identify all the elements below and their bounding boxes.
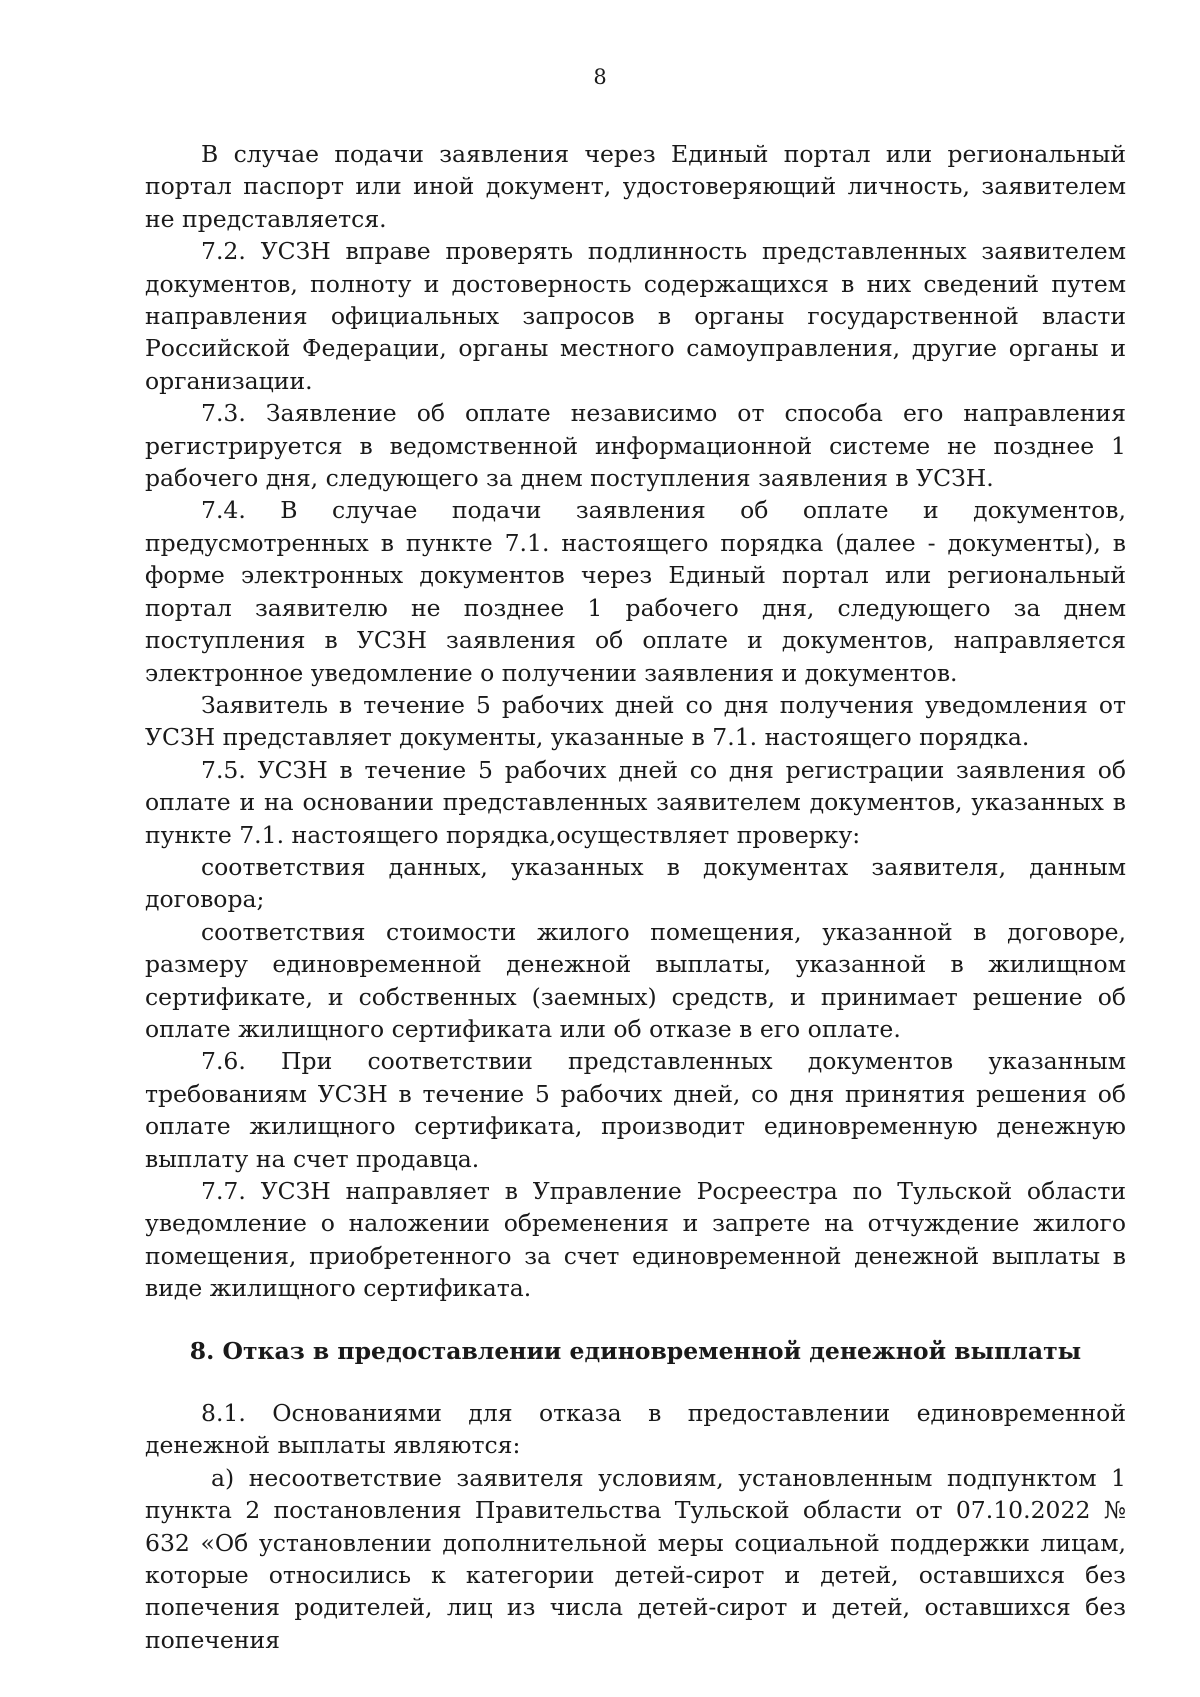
paragraph-applicant-submits: Заявитель в течение 5 рабочих дней со дня получения уведомления от УСЗН представляет документы, указанные в 7.1. настоящего порядка. [145, 690, 1126, 752]
paragraph-8-1-a: а) несоответствие заявителя условиям, установленным подпунктом 1 пункта 2 постановления Правительства Тульской области от 07.10.2022 № 632 «Об установлении дополнительной меры социальной поддержки лицам, которые относились к категории детей-сирот и детей, оставшихся без попечения родителей, лиц из числа детей-сирот и детей, оставшихся без попечения [145, 1463, 1126, 1654]
paragraph-7-2: 7.2. УСЗН вправе проверять подлинность представленных заявителем документов, полноту и достоверность содержащихся в них сведений путем направления официальных запросов в органы государственной власти Российской Федерации, органы местного самоуправления, другие органы и организации. [145, 237, 1126, 395]
paragraph-7-5: 7.5. УСЗН в течение 5 рабочих дней со дня регистрации заявления об оплате и на основании представленных заявителем документов, указанных в пункте 7.1. настоящего порядка,осуществляет проверку: [145, 755, 1126, 849]
paragraph-8-1: 8.1. Основаниями для отказа в предоставлении единовременной денежной выплаты являются: [145, 1399, 1126, 1460]
paragraph-passport-note: В случае подачи заявления через Единый портал или региональный портал паспорт или иной документ, удостоверяющий личность, заявителем не представляется. [145, 140, 1126, 233]
paragraph-check-cost: соответствия стоимости жилого помещения, указанной в договоре, размеру единовременной денежной выплаты, указанной в жилищном сертификате, и собственных (заемных) средств, и принимает решение об оплате жилищного сертификата или об отказе в его оплате. [145, 917, 1126, 1043]
paragraph-check-data: соответствия данных, указанных в документах заявителя, данным договора; [145, 852, 1126, 914]
paragraph-7-6: 7.6. При соответствии представленных документов указанным требованиям УСЗН в течение 5 рабочих дней, со дня принятия решения об оплате жилищного сертификата, производит единовременную денежную выплату на счет продавца. [145, 1047, 1126, 1173]
paragraph-7-3: 7.3. Заявление об оплате независимо от способа его направления регистрируется в ведомственной информационной системе не позднее 1 рабочего дня, следующего за днем поступления заявления в УСЗН. [145, 399, 1126, 493]
document-body [145, 138, 1126, 1656]
page-number: 8 [593, 65, 607, 89]
paragraph-7-7: 7.7. УСЗН направляет в Управление Росреестра по Тульской области уведомление о наложении обременения и запрете на отчуждение жилого помещения, приобретенного за счет единовременной денежной выплаты в виде жилищного сертификата. [145, 1177, 1126, 1303]
paragraph-7-4: 7.4. В случае подачи заявления об оплате и документов, предусмотренных в пункте 7.1. настоящего порядка (далее - документы), в форме электронных документов через Единый портал или региональный портал заявителю не позднее 1 рабочего дня, следующего за днем поступления в УСЗН заявления об оплате и документов, направляется электронное уведомление о получении заявления и документов. [145, 496, 1126, 687]
section-heading: 8. Отказ в предоставлении единовременной денежной выплаты [189, 1336, 1082, 1365]
